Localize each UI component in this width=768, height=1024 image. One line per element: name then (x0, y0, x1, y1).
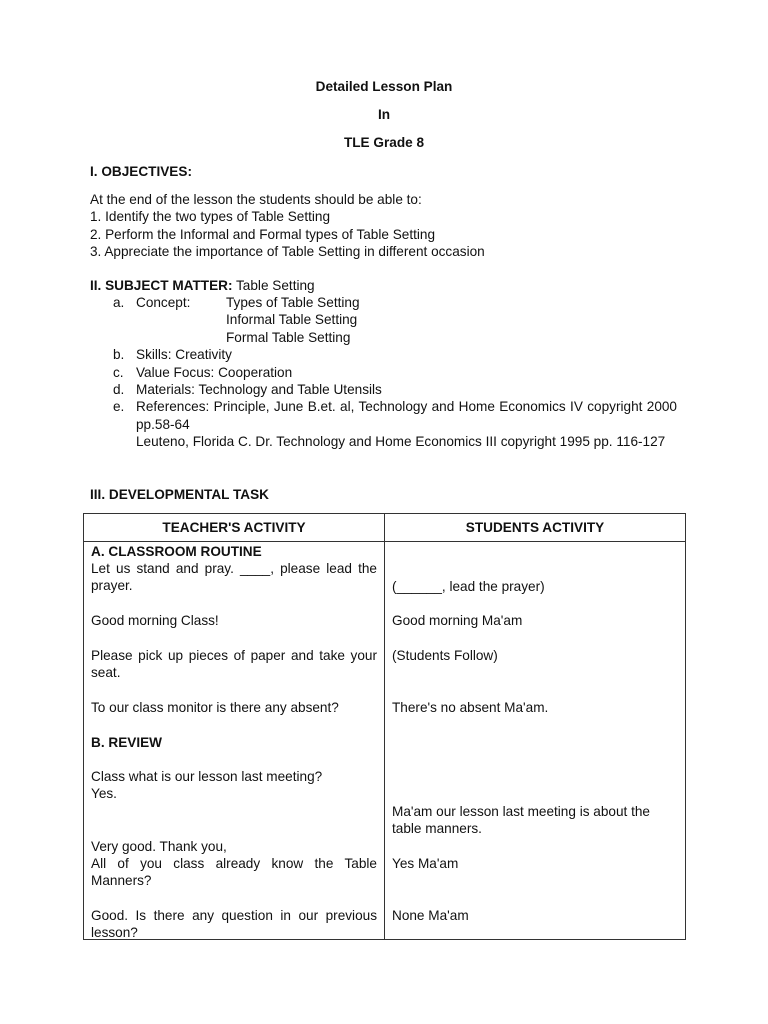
concept-value: Informal Table Setting (226, 312, 358, 328)
objectives-intro: At the end of the lesson the students should be able to: (90, 192, 422, 207)
subject-matter-heading: II. SUBJECT MATTER: (90, 278, 233, 293)
subject-matter-item (113, 398, 677, 450)
table-row (84, 542, 686, 940)
objective-item: 1. Identify the two types of Table Setting (90, 209, 331, 224)
student-line: Ma'am our lesson last meeting is about the table manners. (392, 804, 650, 837)
student-line: Good morning Ma'am (392, 613, 523, 628)
students-activity-cell (385, 542, 686, 940)
subject-matter-list (113, 294, 677, 451)
concept-value: Formal Table Setting (226, 329, 351, 345)
objectives-heading: I. OBJECTIVES: (90, 164, 192, 179)
teacher-activity-cell (84, 542, 385, 940)
list-marker: d. (113, 382, 125, 398)
teacher-line: Class what is our lesson last meeting? (91, 769, 323, 784)
reference-1: References: Principle, June B.et. al, Technology and Home Economics IV copyright 2000 pp.58-64 (136, 399, 677, 432)
table-header-row (84, 514, 686, 542)
list-marker: c. (113, 364, 124, 380)
teacher-activity-header: TEACHER'S ACTIVITY (84, 514, 385, 542)
concept-item (113, 294, 677, 346)
teacher-line: All of you class already know the Table Manners? (91, 856, 377, 889)
list-marker: a. (113, 295, 125, 310)
subject-matter-item-text: Value Focus: Cooperation (136, 364, 293, 380)
subject-matter-item (113, 346, 677, 363)
reference-2: Leuteno, Florida C. Dr. Technology and Home Economics III copyright 1995 pp. 116-127 (136, 434, 666, 450)
document-title-in: In (377, 107, 391, 122)
subject-matter-line (90, 277, 315, 294)
teacher-line: To our class monitor is there any absent? (91, 700, 339, 715)
teacher-line: Let us stand and pray. ____, please lead the prayer. (91, 561, 377, 594)
developmental-task-heading: III. DEVELOPMENTAL TASK (90, 487, 269, 502)
list-marker: e. (113, 399, 125, 415)
student-line: (______, lead the prayer) (392, 579, 545, 594)
teacher-line: Very good. Thank you, (91, 839, 227, 854)
subject-matter-item-text: Materials: Technology and Table Utensils (136, 382, 382, 398)
activity-table (83, 513, 686, 940)
list-marker: b. (113, 347, 125, 363)
teacher-line: Yes. (91, 786, 117, 801)
teacher-line: Good. Is there any question in our previous lesson? (91, 908, 377, 941)
student-line: (Students Follow) (392, 648, 498, 663)
subject-matter-item-text: Skills: Creativity (136, 347, 232, 363)
students-activity-header: STUDENTS ACTIVITY (385, 514, 686, 542)
student-line: Yes Ma'am (392, 856, 459, 871)
subject-matter-item (113, 364, 677, 381)
subject-matter-item (113, 381, 677, 398)
document-title: Detailed Lesson Plan (315, 79, 453, 94)
objective-item: 3. Appreciate the importance of Table Setting in different occasion (90, 244, 485, 259)
review-heading: B. REVIEW (91, 735, 162, 750)
teacher-line: Good morning Class! (91, 613, 219, 628)
student-line: None Ma'am (392, 908, 469, 923)
objective-item: 2. Perform the Informal and Formal types of Table Setting (90, 227, 436, 242)
teacher-line: Please pick up pieces of paper and take your seat. (91, 648, 377, 681)
concept-value: Types of Table Setting (226, 295, 360, 310)
classroom-routine-heading: A. CLASSROOM ROUTINE (91, 544, 262, 559)
document-grade: TLE Grade 8 (343, 135, 425, 150)
subject-matter-topic: Table Setting (236, 278, 315, 293)
student-line: There's no absent Ma'am. (392, 700, 549, 715)
concept-label: Concept: (136, 295, 191, 310)
